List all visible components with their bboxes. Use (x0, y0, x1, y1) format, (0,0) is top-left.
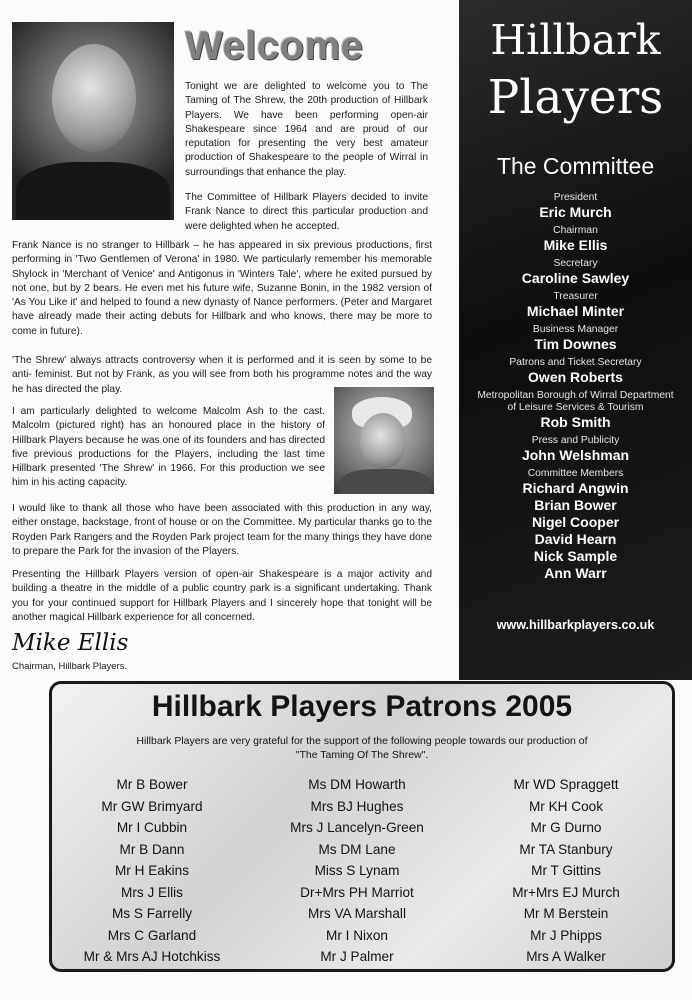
committee-role-group (473, 390, 678, 431)
patron-name: Mr KH Cook (528, 798, 604, 814)
committee-member-name: Michael Minter (526, 303, 625, 319)
committee-role: Committee Members (527, 468, 624, 479)
patron-name: Ms DM Howarth (308, 777, 406, 792)
welcome-paragraph-4: 'The Shrew' always attracts controversy when it is performed and it is seen by some to be anti- feminist. But not by Frank, as you will see from both his programme notes and the way he has directed the play. (12, 355, 432, 395)
patron-column-2 (257, 774, 457, 968)
patron-column-3 (466, 774, 666, 968)
patron-name: Ms S Farrelly (111, 906, 193, 921)
patron-name: Mr WD Spraggett (513, 777, 619, 792)
committee-role: Treasurer (553, 291, 598, 302)
patrons-title: Hillbark Players Patrons 2005 (151, 690, 573, 723)
committee-role-group (473, 225, 678, 254)
welcome-paragraph-2: The Committee of Hillbark Players decided to invite Frank Nance to direct this particular production and were delighted when he accepted. (185, 192, 428, 232)
patrons-intro-line-1: Hillbark Players are very grateful for the support of the following people towards our production of (136, 735, 588, 747)
brand-line-1: Hillbark (490, 16, 661, 64)
welcome-paragraph-7: Presenting the Hillbark Players version of open-air Shakespeare is a major activity and building a theatre in the middle of a public country park is a significant undertaking. Thank you for your continued support for Hillbark Players and I sincerely hope that tonight will be another magical Hillbark experience for all concerned. (12, 569, 432, 623)
committee-role-group (473, 435, 678, 464)
patron-name: Mr+Mrs EJ Murch (512, 884, 620, 900)
patrons-intro (52, 734, 672, 762)
committee-role-group (473, 192, 678, 221)
committee-role-group (473, 258, 678, 287)
committee-member-name: Tim Downes (534, 336, 617, 352)
patrons-intro-line-2: "The Taming Of The Shrew". (295, 749, 429, 761)
patron-name: Mr B Bower (116, 777, 188, 792)
committee-role: Business Manager (532, 324, 619, 335)
website-link[interactable]: www.hillbarkplayers.co.uk (496, 618, 655, 632)
patron-name: Mr J Palmer (320, 949, 394, 964)
committee-role: Chairman (553, 225, 598, 236)
patron-name: Mr I Cubbin (116, 820, 188, 835)
patron-name: Mr B Dann (119, 841, 185, 857)
committee-member-name: John Welshman (521, 447, 630, 463)
patron-name: Mr T Gittins (531, 863, 601, 878)
patron-column-1 (52, 774, 252, 968)
signature-title: Chairman, Hillbark Players. (12, 661, 128, 672)
welcome-paragraph-1: Tonight we are delighted to welcome you to The Taming of The Shrew, the 20th production of Hillbark Players. We have been performing open-air Shakespeare since 1964 and are proud of our reputation for presenting the very best amateur production of Shakespeare to the people of Wirral in surroundings that enhance the play. (185, 81, 428, 178)
signature: Mike Ellis (12, 630, 129, 656)
committee-member-name: Mike Ellis (543, 237, 608, 253)
patron-name: Dr+Mrs PH Marriot (300, 884, 414, 900)
patron-name: Mr & Mrs AJ Hotchkiss (83, 949, 221, 964)
patron-name: Mr GW Brimyard (101, 798, 203, 814)
welcome-paragraph-6: I would like to thank all those who have been associated with this production in any way, either onstage, backstage, front of house or on the Committee. My particular thanks go to the Royden Park Rangers and the Royden Park project team for the many things they have done to prepare the Park for the invasion of the Players. (12, 503, 432, 557)
patron-name: Ms DM Lane (318, 841, 396, 857)
committee-role-group (473, 357, 678, 386)
welcome-title: Welcome (185, 24, 364, 68)
committee-role: Metropolitan Borough of Wirral Department of Leisure Services & Tourism (477, 390, 674, 413)
committee-member-name: Caroline Sawley (521, 270, 630, 286)
welcome-paragraph-5: I am particularly delighted to welcome Malcolm Ash to the cast. Malcolm (pictured right) has an honoured place in the history of Hillbark Players because he was one of its founders and has directed five previous productions for the Players, including the last time Hillbark presented 'The Shrew' in 1966. For this production we see him in his acting capacity. (12, 406, 325, 489)
chairman-photo (12, 22, 174, 220)
patron-name: Mr TA Stanbury (519, 841, 613, 857)
committee-role-group (473, 324, 678, 353)
malcolm-ash-photo (334, 387, 434, 494)
patron-name: Mr I Nixon (326, 927, 388, 943)
committee-panel (459, 0, 692, 680)
committee-role-group (473, 468, 678, 582)
committee-roster (473, 192, 678, 586)
brand-line-2: Players (487, 70, 664, 125)
patron-name: Miss S Lynam (314, 863, 400, 878)
patron-name: Mrs A Walker (526, 949, 606, 964)
committee-role: Press and Publicity (531, 435, 620, 446)
committee-role-group (473, 291, 678, 320)
patron-name: Mrs J Lancelyn-Green (290, 820, 424, 835)
committee-heading: The Committee (496, 153, 655, 179)
patron-name: Mrs C Garland (107, 927, 197, 943)
welcome-paragraph-3: Frank Nance is no stranger to Hillbark – he has appeared in six previous productions, first performing in 'Two Gentlemen of Verona' in 1980. We particularly remember his memorable Shylock in 'Merchant of Venice' and Antigonus in 'Winters Tale', where he exited pursued by not one, but by 2 bears. He even met his future wife, Suzanne Bonin, in the 1982 version of 'As You Like it' and helped to found a new dynasty of Nance performers. (Peter and Margaret have already made their acting debuts for Hillbark and who knows, there may be more to come in future). (12, 240, 432, 337)
patron-name: Mrs VA Marshall (308, 906, 406, 921)
patron-name: Mrs BJ Hughes (310, 798, 404, 814)
patron-name: Mr M Berstein (523, 906, 609, 921)
committee-role: Secretary (553, 258, 598, 269)
patron-name: Mr G Durno (530, 820, 602, 835)
committee-role: Patrons and Ticket Secretary (509, 357, 642, 368)
committee-member-name: Rob Smith (540, 414, 611, 430)
committee-role: President (553, 192, 598, 203)
committee-member-name: Eric Murch (539, 204, 612, 220)
patron-name: Mr J Phipps (530, 927, 602, 943)
committee-member-name: Richard Angwin Brian Bower Nigel Cooper David Hearn Nick Sample Ann Warr (522, 480, 629, 581)
committee-member-name: Owen Roberts (528, 369, 623, 385)
patrons-box (49, 681, 675, 972)
patron-name: Mr H Eakins (114, 863, 190, 878)
patron-name: Mrs J Ellis (121, 884, 183, 900)
